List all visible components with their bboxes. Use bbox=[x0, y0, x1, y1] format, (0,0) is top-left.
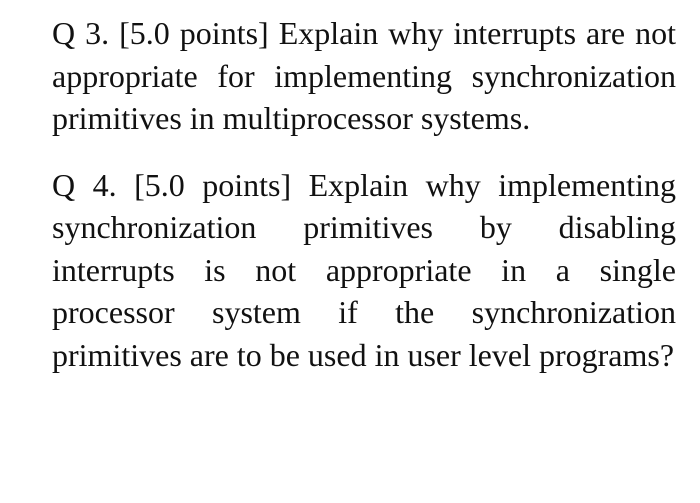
question-3-text: Q 3. [5.0 points] Explain why interrupts are not appropriate for implementing synchronization primitives in multiprocessor systems. bbox=[52, 15, 676, 136]
question-sheet bbox=[52, 12, 676, 376]
question-4-text: Q 4. [5.0 points] Explain why implementing synchronization primitives by disabling interrupts is not appropriate in a single processor system if the synchronization primitives are to be used in user level programs? bbox=[52, 166, 676, 373]
